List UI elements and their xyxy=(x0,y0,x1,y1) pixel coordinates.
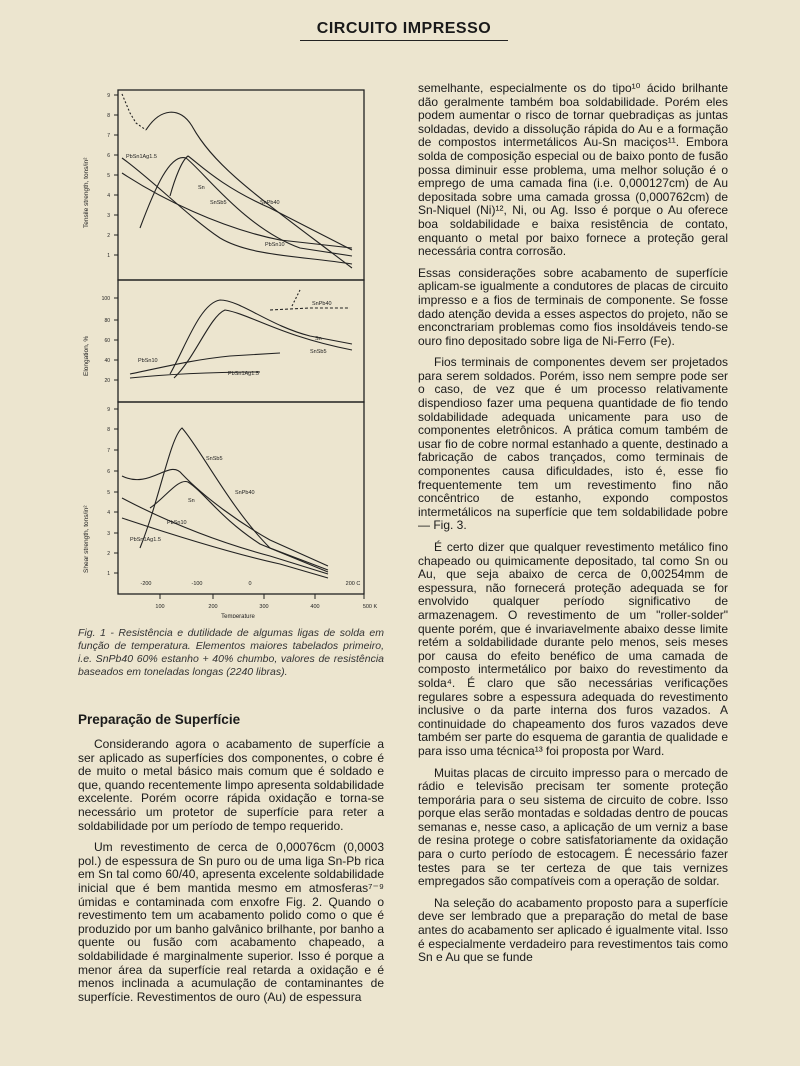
p1-ytick: 7 xyxy=(107,133,110,139)
figure-caption: Fig. 1 - Resistência e dutilidade de algumas ligas de solda em função de temperatura. Elementos maiores tabelados primeiro, i.e. SnPb40 60% estanho + 40% chumbo, valores de resistência baseados em toneladas longas (2240 libras). xyxy=(78,627,384,678)
p2-ytick: 100 xyxy=(101,296,110,302)
p2-label: SnSb5 xyxy=(310,349,327,355)
p1-ylabel: Tensile strength, tons/in² xyxy=(83,157,90,228)
p2-label: PbSn1Ag1.5 xyxy=(228,371,259,377)
p3-ytick: 1 xyxy=(107,571,110,577)
section-heading: Preparação de Superfície xyxy=(78,712,241,727)
p3-label: SnSb5 xyxy=(206,456,223,462)
p1-curve-sn xyxy=(140,158,352,256)
p1-ytick: 9 xyxy=(107,93,110,99)
p1-label: SnPb40 xyxy=(260,200,280,206)
paragraph: Na seleção do acabamento proposto para a superfície deve ser lembrado que a preparação do metal de base antes do acabamento ser aplicado é igualmente vital. Isso é especialmente verdadeiro para revestimentos tais como Sn e Au que se funde xyxy=(418,895,728,965)
p1-curve-pbsn10 xyxy=(122,173,352,248)
p3-label: PbSn10 xyxy=(167,520,187,526)
p3-ytick: 5 xyxy=(107,490,110,496)
p3-ytick: 7 xyxy=(107,448,110,454)
p2-ytick: 80 xyxy=(104,318,110,324)
celsius-tick: -200 xyxy=(140,581,152,587)
p2-ytick: 20 xyxy=(104,378,110,384)
p3-label: SnPb40 xyxy=(235,490,255,496)
p3-curve-pbsn1ag xyxy=(122,518,328,578)
paragraph: É certo dizer que qualquer revestimento metálico fino chapeado ou quimicamente depositado, tal como Sn ou Au, que seja abaixo de cerca de 0,00254mm de espessura, não fornecerá proteção adequada se for envolvido qualquer período significativo de armazenagem. O revestimento de um "roller-solder" quente porém, que é invariavelmente abaixo desse limite retém a soldabilidade durante pelo menos, seis meses por causa do efeito benéfico de uma camada de composto intermetálico por baixo do revestimento da solda⁴. É claro que são necessárias verificações regulares sobre a espessura adequada do revestimento inclusive o da parte interna dos furos vazados. A continuidade do chapeamento dos furos vazados deve também ser parte do esquema de garantia de qualidade e para isso uma técnica¹³ foi proposta por Ward. xyxy=(418,540,728,758)
p3-ytick: 9 xyxy=(107,407,110,413)
p2-label: PbSn10 xyxy=(138,358,158,364)
paragraph: Fios terminais de componentes devem ser projetados para serem soldados. Porém, isso nem sempre pode ser o caso, de vez que é um processo relativamente dispendioso fazer uma pequena quantidade de fio tendo soldabilidade adequada unicamente para uso de componentes eletrônicos. A prática comum também de usar fio de cobre normal estanhado a quente, destinado a fabricação de cabos trançados, como terminais de componentes causa dificuldades, isto é, esse fio frequentemente tem um revestimento fino não concêntrico de estanho, expondo compostos intermetálicos na superfície que tem soldabilidade pobre — Fig. 3. xyxy=(418,355,728,533)
p1-ytick: 2 xyxy=(107,233,110,239)
p1-ytick: 8 xyxy=(107,113,110,119)
p3-ytick: 3 xyxy=(107,531,110,537)
x-tick: 100 xyxy=(155,604,165,610)
p2-curve-snpb40 xyxy=(270,308,350,310)
p2-ylabel: Elongation, % xyxy=(83,335,90,376)
p1-ytick: 5 xyxy=(107,173,110,179)
paragraph: Considerando agora o acabamento de superfície a ser aplicado as superfícies dos componentes, o cobre é de muito o metal básico mais comum que é soldado e que, quando recentemente limpo apresenta soldabilidade excelente. Porém ocorre rápida oxidação e torna-se necessário um protetor de superfície para reter a soldabilidade por um período de tempo requerido. xyxy=(78,737,384,833)
x-tick: 500 K xyxy=(362,604,378,610)
paragraph: Um revestimento de cerca de 0,00076cm (0,0003 pol.) de espessura de Sn puro ou de uma liga Sn-Pb rica em Sn tal como 60/40, apresenta excelente soldabilidade inicial que é bem mantida mesmo em atmosferas⁷⁻⁹ úmidas e contaminada com enxofre Fig. 2. Quando o revestimento tem um acabamento polido como o que é produzido por um banho galvânico brilhante, por banho a quente ou fusão com acabamento chapeado, a soldabilidade é marginalmente superior. Isso é porque a menor área da superfície real retarda a oxidação e é menos inclinada a acumulação de contaminantes de superfície. Revestimentos de ouro (Au) de espessura xyxy=(78,840,384,1004)
solder-properties-figure xyxy=(70,78,390,618)
right-column xyxy=(418,82,728,973)
p1-curve-pbsn1ag xyxy=(122,158,352,264)
p3-curve-snsb5 xyxy=(140,428,328,570)
celsius-tick: -100 xyxy=(191,581,203,587)
p3-label: PbSn1Ag1.5 xyxy=(130,537,161,543)
p3-ylabel: Shear strength, tons/in² xyxy=(83,505,90,573)
p2-label: SnPb40 xyxy=(312,301,332,307)
paragraph: Essas considerações sobre acabamento de superfície aplicam-se igualmente a condutores de placas de circuito impresso e a fios de terminais de componente. Se fosse dado atenção devida a esses aspectos do projeto, não se enconctrariam problemas como fios insoldáveis tendo-se ouro fino depositado sobre liga de Ni-Ferro (Fe). xyxy=(418,265,728,348)
paragraph: semelhante, especialmente os do tipo¹⁰ ácido brilhante dão geralmente também boa soldabilidade. Porém eles podem aumentar o risco de tornar quebradiças as juntas soldadas, devido a dissolução rápida do Au e a formação de compostos intermetálicos Au-Sn maciços¹¹. Embora solda de composição especial ou de baixo ponto de fusão possa diminuir esse problema, uma melhor solução é o emprego de uma camada fina (i.e. 0,000127cm) de Au depositada sobre uma camada grossa (0,000762cm) de Sn-Niquel (Ni)¹², Ni, ou Ag. Isso é porque o Au oferece boa soldabilidade e baixa resistência de contato, enquanto o metal por baixo fornece a proteção geral necessária contra corrosão. xyxy=(418,81,728,259)
celsius-tick: 200 C xyxy=(345,581,361,587)
p1-ytick: 6 xyxy=(107,153,110,159)
p1-ytick: 4 xyxy=(107,193,110,199)
p3-ytick: 2 xyxy=(107,551,110,557)
x-tick: 400 xyxy=(310,604,320,610)
p3-ytick: 4 xyxy=(107,510,110,516)
x-tick: 200 xyxy=(208,604,218,610)
p1-label: PbSn10 xyxy=(265,242,285,248)
x-axis-label: Temperature xyxy=(221,614,255,618)
x-tick: 300 xyxy=(259,604,269,610)
p3-ytick: 8 xyxy=(107,427,110,433)
paragraph: Muitas placas de circuito impresso para o mercado de rádio e televisão precisam ter somente proteção temporária para o seu sistema de circuito de cobre. Isso porque elas serão montadas e soldadas dentro de poucas semanas e, nesse caso, a aplicação de um verniz a base de resina protege o cobre satisfatoriamente da oxidação para o curto período de estocagem. É necessário fazer testes para se ter certeza de que tais vernizes empregados são compatíveis com a operação de soldar. xyxy=(418,765,728,889)
p2-ytick: 60 xyxy=(104,338,110,344)
p1-label: Sn xyxy=(198,185,205,191)
panel2-frame xyxy=(118,280,364,402)
p3-curve-snpb40 xyxy=(122,469,328,566)
left-column xyxy=(78,738,384,1012)
celsius-tick: 0 xyxy=(248,581,252,587)
p2-curve-sn xyxy=(170,300,352,374)
p2-label: Sn xyxy=(315,336,322,342)
p1-label: SnSb5 xyxy=(210,200,227,206)
p3-ytick: 6 xyxy=(107,469,110,475)
p1-label: PbSn1Ag1.5 xyxy=(126,154,157,160)
p2-ytick: 40 xyxy=(104,358,110,364)
p3-label: Sn xyxy=(188,498,195,504)
page-title: CIRCUITO IMPRESSO xyxy=(300,20,508,41)
p1-ytick: 1 xyxy=(107,253,110,259)
p1-ytick: 3 xyxy=(107,213,110,219)
p2-curve-snsb5 xyxy=(174,310,352,378)
